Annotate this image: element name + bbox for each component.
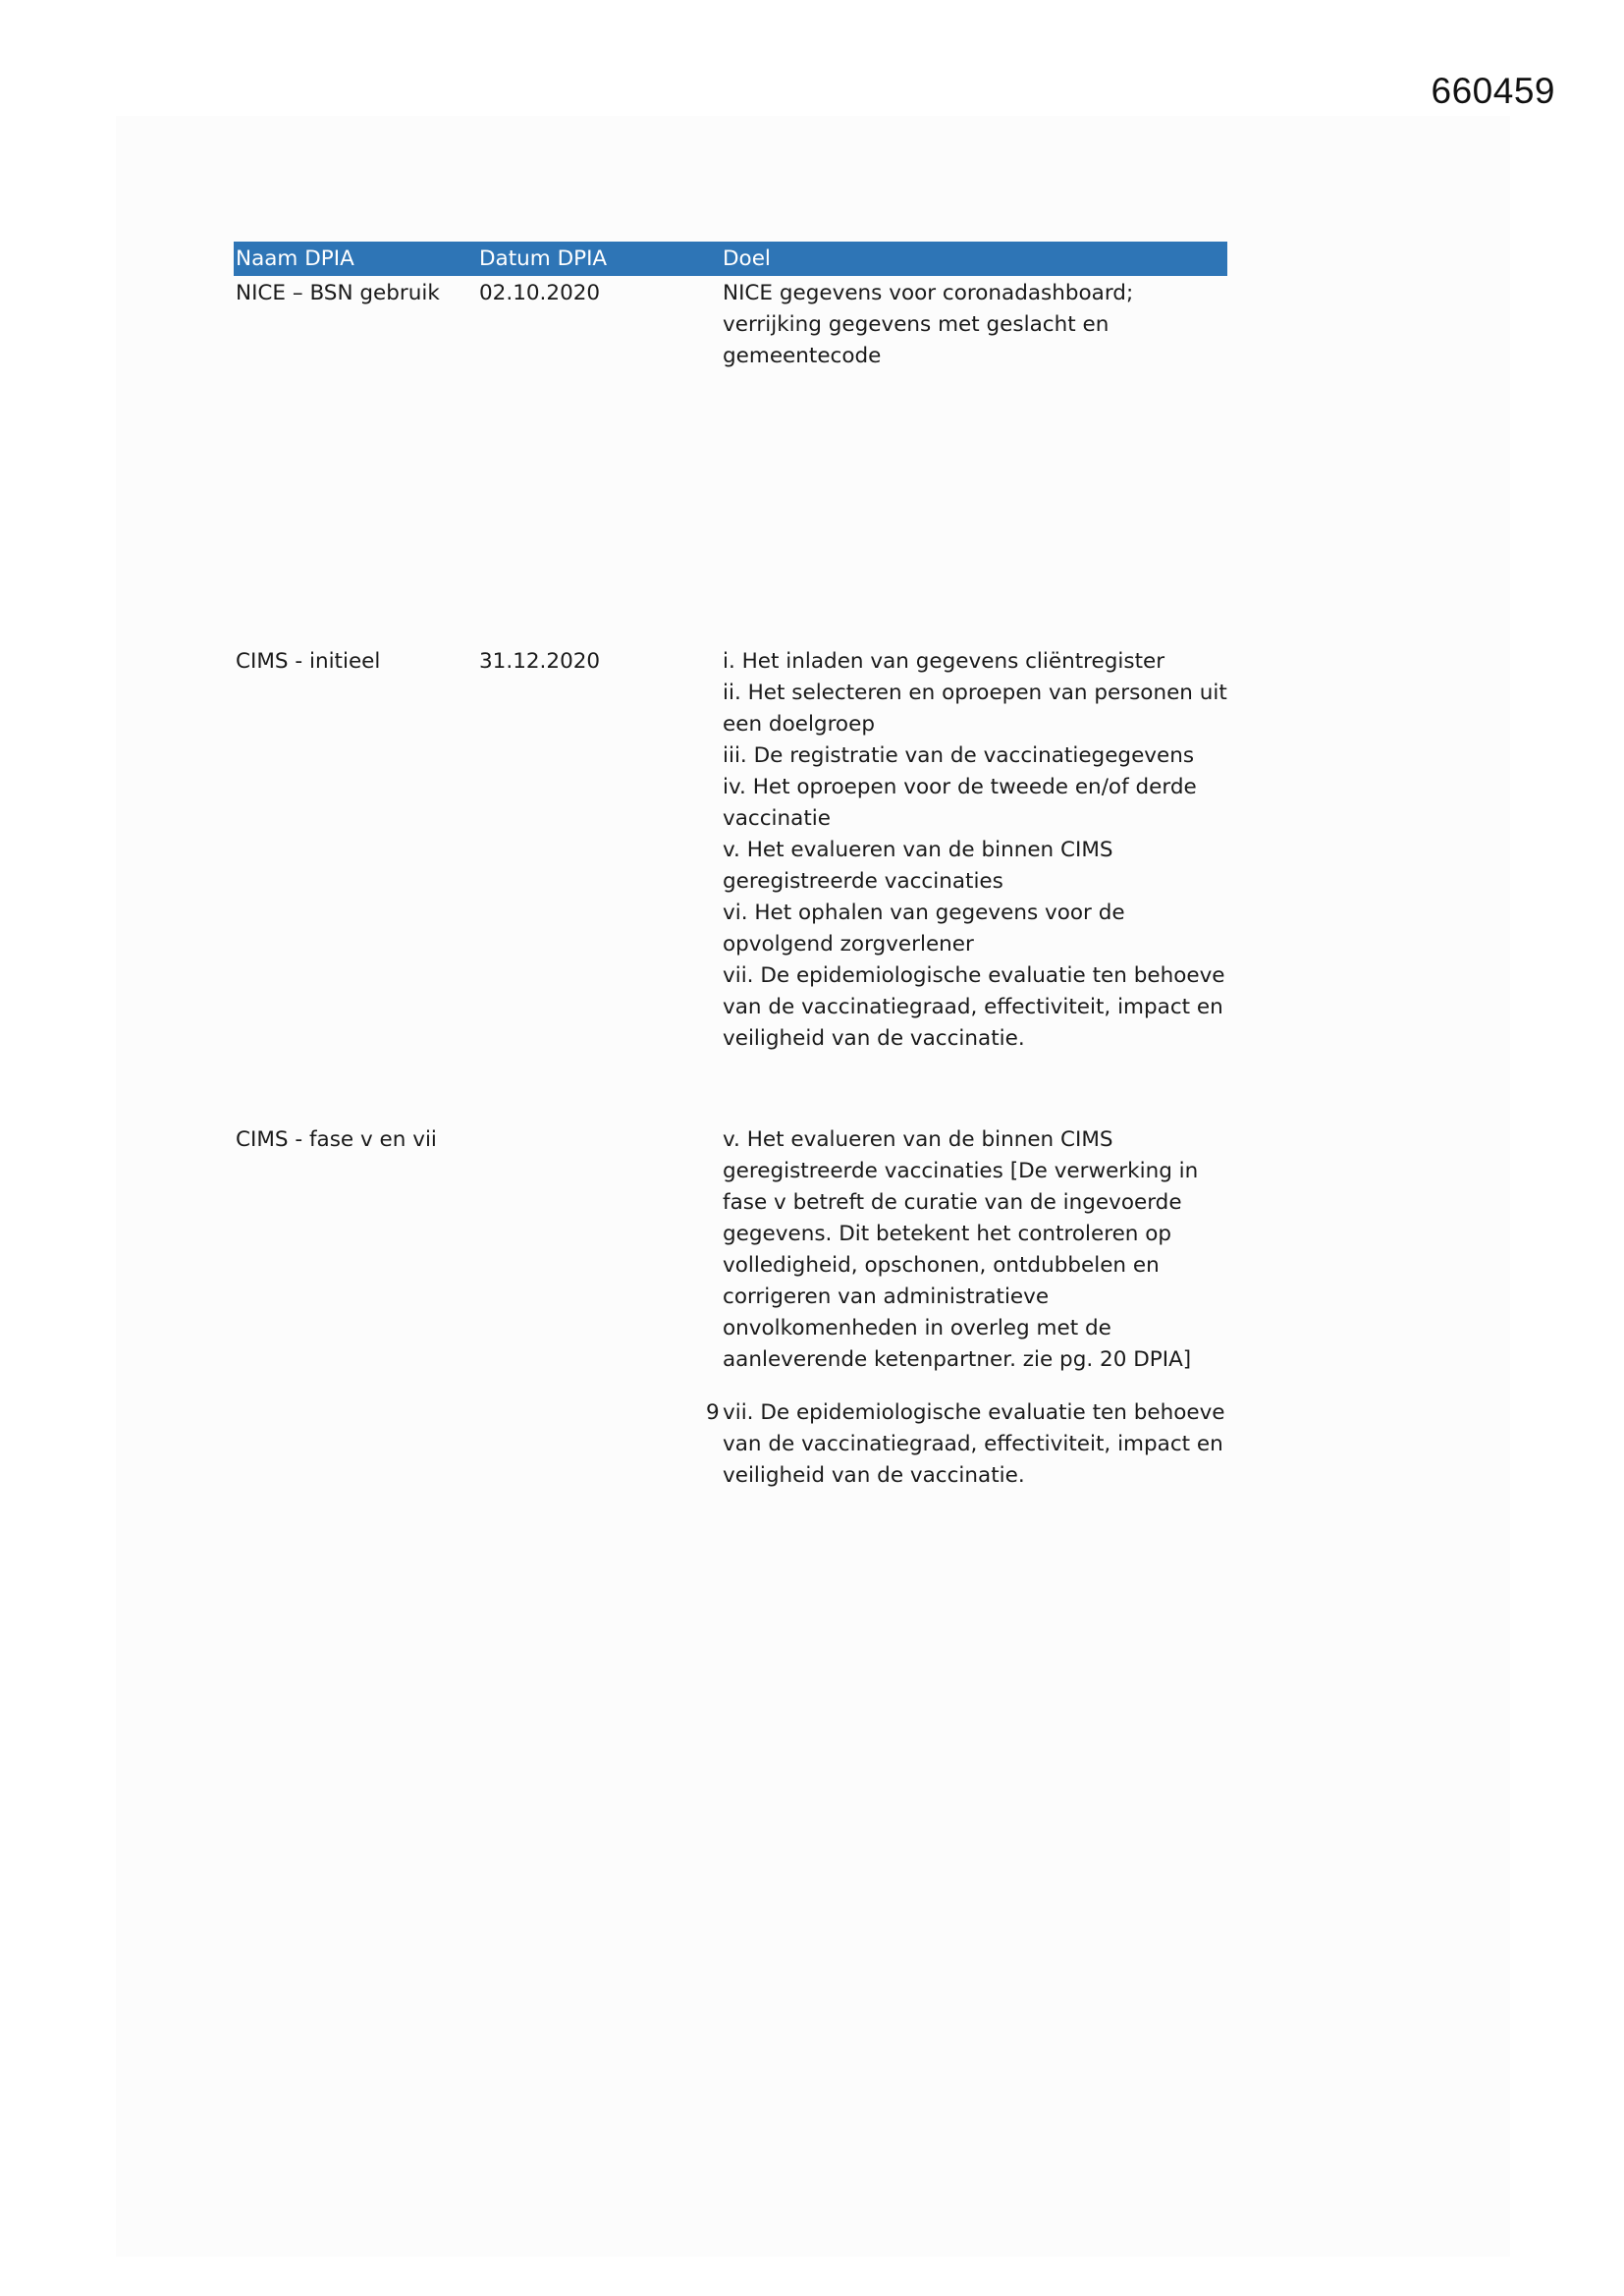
goal-line: gemeentecode bbox=[723, 344, 882, 368]
goal-line: veiligheid van de vaccinatie. bbox=[723, 1463, 1025, 1488]
goal-item-vii bbox=[706, 1397, 1227, 1492]
goal-line: vaccinatie bbox=[723, 806, 831, 831]
row-goal bbox=[706, 1124, 1227, 1492]
goal-line: fase v betreft de curatie van de ingevoerde bbox=[723, 1190, 1182, 1215]
row-name: NICE – BSN gebruik bbox=[236, 281, 440, 305]
goal-line: corrigeren van administratieve bbox=[723, 1285, 1050, 1309]
document-number: 660459 bbox=[1431, 71, 1555, 111]
goal-line: veiligheid van de vaccinatie. bbox=[723, 1026, 1025, 1051]
row-date: 02.10.2020 bbox=[479, 281, 601, 305]
row-name: CIMS - initieel bbox=[236, 649, 381, 674]
goal-line: v. Het evalueren van de binnen CIMS bbox=[723, 1127, 1113, 1152]
goal-line: van de vaccinatiegraad, effectiviteit, impact en bbox=[723, 995, 1223, 1019]
row-goal bbox=[721, 278, 1227, 372]
goal-line: vii. De epidemiologische evaluatie ten behoeve bbox=[723, 963, 1225, 988]
table-row bbox=[234, 646, 1227, 1055]
row-date: 31.12.2020 bbox=[479, 649, 601, 674]
goal-line: verrijking gegevens met geslacht en bbox=[723, 312, 1110, 337]
table-row bbox=[234, 1124, 1227, 1492]
footnote-marker: 9 bbox=[706, 1400, 720, 1425]
goal-line: volledigheid, opschonen, ontdubbelen en bbox=[723, 1253, 1160, 1278]
header-naam-dpia: Naam DPIA bbox=[236, 246, 354, 271]
header-doel: Doel bbox=[723, 246, 771, 271]
goal-line: iii. De registratie van de vaccinatiegegevens bbox=[723, 743, 1195, 768]
goal-line: gegevens. Dit betekent het controleren op bbox=[723, 1222, 1172, 1246]
paragraph-gap bbox=[723, 1376, 1227, 1397]
goal-line: geregistreerde vaccinaties bbox=[723, 869, 1003, 894]
dpia-table bbox=[234, 242, 1227, 1488]
goal-line: NICE gegevens voor coronadashboard; bbox=[723, 281, 1134, 305]
goal-line: iv. Het oproepen voor de tweede en/of derde bbox=[723, 775, 1197, 799]
table-row bbox=[234, 278, 1227, 372]
goal-line: een doelgroep bbox=[723, 712, 875, 737]
goal-line: aanleverende ketenpartner. zie pg. 20 DPIA] bbox=[723, 1347, 1192, 1372]
goal-line: opvolgend zorgverlener bbox=[723, 932, 974, 957]
row-name: CIMS - fase v en vii bbox=[236, 1127, 437, 1152]
goal-line: onvolkomenheden in overleg met de bbox=[723, 1316, 1111, 1340]
goal-line: i. Het inladen van gegevens cliëntregister bbox=[723, 649, 1165, 674]
header-datum-dpia: Datum DPIA bbox=[479, 246, 608, 271]
row-goal bbox=[721, 646, 1227, 1055]
goal-line: vii. De epidemiologische evaluatie ten behoeve bbox=[723, 1400, 1225, 1425]
goal-line: vi. Het ophalen van gegevens voor de bbox=[723, 901, 1125, 925]
goal-line: v. Het evalueren van de binnen CIMS bbox=[723, 838, 1113, 862]
table-header-row bbox=[234, 242, 1227, 276]
goal-line: geregistreerde vaccinaties [De verwerking in bbox=[723, 1159, 1199, 1183]
goal-line: ii. Het selecteren en oproepen van personen uit bbox=[723, 681, 1227, 705]
goal-line: van de vaccinatiegraad, effectiviteit, impact en bbox=[723, 1432, 1223, 1456]
